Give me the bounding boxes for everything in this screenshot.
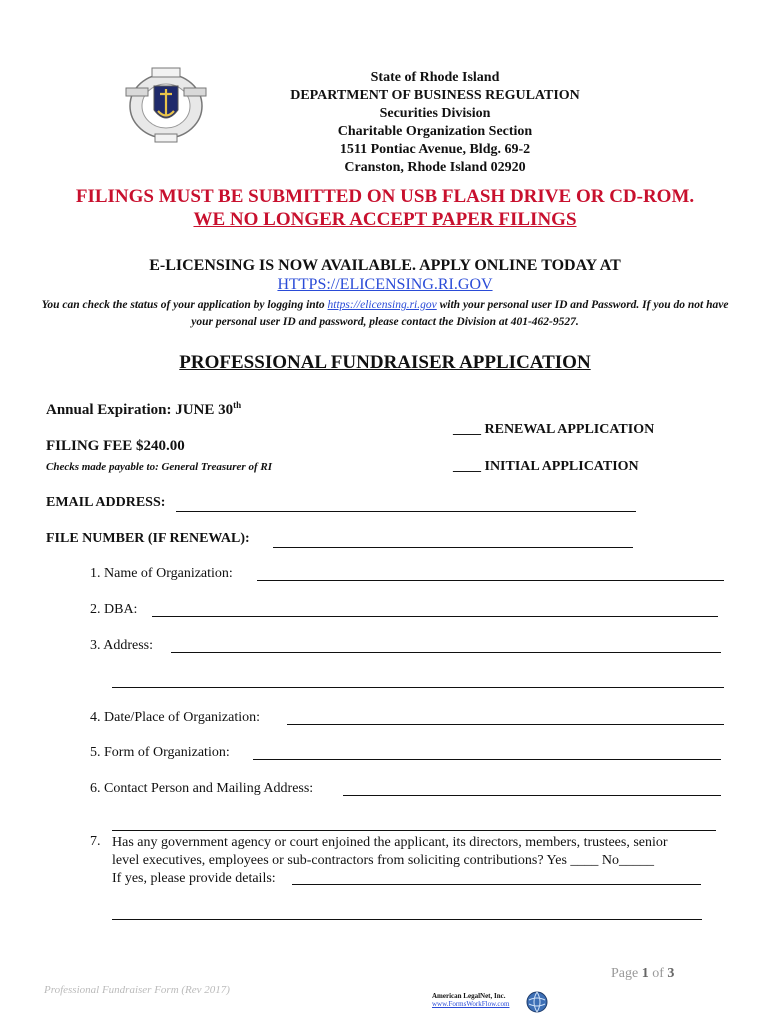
- injunction-details-field-line1[interactable]: [292, 870, 701, 885]
- question-4-label: 4. Date/Place of Organization:: [90, 710, 261, 725]
- question-3-label: 3. Address:: [90, 638, 153, 653]
- question-5-label: 5. Form of Organization:: [90, 745, 230, 760]
- elicensing-url-link[interactable]: HTTPS://ELICENSING.RI.GOV: [277, 276, 493, 293]
- header-address: 1511 Pontiac Avenue, Bldg. 69-2: [339, 142, 531, 157]
- header-state: State of Rhode Island: [370, 70, 500, 85]
- status-instructions: [40, 297, 730, 331]
- question-6-label: 6. Contact Person and Mailing Address:: [90, 781, 314, 796]
- initial-application-option[interactable]: ____ INITIAL APPLICATION: [453, 459, 639, 474]
- status-link[interactable]: https://elicensing.ri.gov: [327, 299, 437, 311]
- date-place-organization-field[interactable]: [287, 710, 724, 725]
- file-number-field[interactable]: [273, 533, 633, 548]
- filing-notice-line2: WE NO LONGER ACCEPT PAPER FILINGS: [193, 209, 577, 230]
- contact-person-field-line2[interactable]: [112, 816, 716, 831]
- header-division: Securities Division: [379, 106, 491, 121]
- email-address-field[interactable]: [176, 497, 636, 512]
- status-text-post: with your personal user ID and Password. If you do not have your personal user ID and password, please contact the Division at 401-462-9527.: [191, 299, 729, 328]
- header-department: DEPARTMENT OF BUSINESS REGULATION: [290, 88, 580, 103]
- rhode-island-seal-logo: [122, 66, 210, 146]
- elicensing-heading: E-LICENSING IS NOW AVAILABLE. APPLY ONLINE TODAY AT: [149, 257, 621, 274]
- address-field-line1[interactable]: [171, 638, 721, 653]
- question-7-line3: If yes, please provide details:: [112, 871, 276, 886]
- form-of-organization-field[interactable]: [253, 745, 721, 760]
- header-city: Cranston, Rhode Island 02920: [344, 160, 526, 175]
- question-7-line1: Has any government agency or court enjoined the applicant, its directors, members, trustees, senior: [112, 835, 668, 850]
- application-title-text: PROFESSIONAL FUNDRAISER APPLICATION: [179, 352, 591, 373]
- page-prefix: Page: [611, 966, 642, 981]
- organization-name-field[interactable]: [257, 566, 724, 581]
- file-number-label: FILE NUMBER (IF RENEWAL):: [46, 531, 250, 546]
- contact-person-field-line1[interactable]: [343, 781, 721, 796]
- expiration-sup: th: [233, 400, 242, 410]
- dba-field[interactable]: [152, 602, 718, 617]
- address-field-line2[interactable]: [112, 673, 724, 688]
- publisher-name: American LegalNet, Inc.: [432, 992, 506, 1000]
- page-of: of: [648, 966, 668, 981]
- globe-icon: [525, 990, 549, 1014]
- email-address-label: EMAIL ADDRESS:: [46, 495, 166, 510]
- expiration-label: Annual Expiration: JUNE 30: [46, 402, 234, 418]
- renewal-application-option[interactable]: ____ RENEWAL APPLICATION: [453, 422, 655, 437]
- header-section: Charitable Organization Section: [337, 124, 533, 139]
- page-total: 3: [667, 966, 675, 981]
- filing-notice-line1: FILINGS MUST BE SUBMITTED ON USB FLASH DRIVE OR CD-ROM.: [75, 186, 695, 207]
- question-7-line2: level executives, employees or sub-contractors from soliciting contributions? Yes ____ No_____: [112, 853, 655, 868]
- page-current: 1: [641, 966, 649, 981]
- page-number: [611, 966, 674, 982]
- injunction-details-field-line2[interactable]: [112, 905, 702, 920]
- status-text-pre: You can check the status of your application by logging into: [41, 299, 328, 311]
- filing-fee: FILING FEE $240.00: [46, 438, 185, 454]
- question-7-number: 7.: [90, 834, 101, 849]
- question-1-label: 1. Name of Organization:: [90, 566, 233, 581]
- annual-expiration: [46, 400, 241, 419]
- publisher-url[interactable]: www.FormsWorkFlow.com: [432, 1000, 510, 1008]
- form-revision: Professional Fundraiser Form (Rev 2017): [44, 984, 230, 996]
- agency-header: [230, 69, 640, 177]
- checks-payable-note: Checks made payable to: General Treasurer of RI: [46, 461, 272, 473]
- application-title: [0, 352, 770, 374]
- question-2-label: 2. DBA:: [90, 602, 138, 617]
